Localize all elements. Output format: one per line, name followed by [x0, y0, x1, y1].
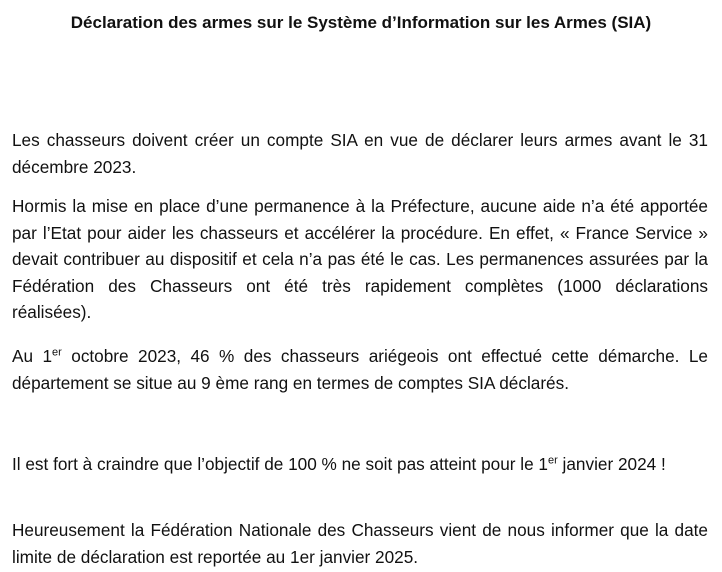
paragraph-objective-start: Il est fort à craindre que l’objectif de 100 % ne soit pas atteint pour le 1 — [12, 454, 548, 474]
paragraph-progress-end: octobre 2023, 46 % des chasseurs ariégeois ont effectué cette démarche. Le département se situe au 9 ème rang en termes de comptes SIA déclarés. — [12, 346, 708, 393]
ordinal-superscript: er — [548, 454, 558, 467]
document-title: Déclaration des armes sur le Système d’Information sur les Armes (SIA) — [70, 13, 652, 32]
paragraph-assistance: Hormis la mise en place d’une permanence à la Préfecture, aucune aide n’a été apportée par l’Etat pour aider les chasseurs et accélérer la procédure. En effet, « France Service » devait contribuer au dispositif et cela n’a pas été le cas. Les permanences assurées par la Fédération des Chasseurs ont été très rapidement complètes (1000 déclarations réalisées). — [12, 196, 708, 322]
paragraph-progress — [12, 343, 708, 396]
paragraph-objective — [12, 451, 708, 478]
paragraph-account-deadline: Les chasseurs doivent créer un compte SIA en vue de déclarer leurs armes avant le 31 décembre 2023. — [12, 130, 708, 177]
paragraph-objective-end: janvier 2024 ! — [557, 454, 666, 474]
paragraph-progress-start: Au 1 — [12, 346, 53, 366]
paragraph-deadline-extension: Heureusement la Fédération Nationale des Chasseurs vient de nous informer que la date limite de déclaration est reportée au 1er janvier 2025. — [12, 520, 708, 567]
ordinal-superscript: er — [52, 346, 62, 359]
